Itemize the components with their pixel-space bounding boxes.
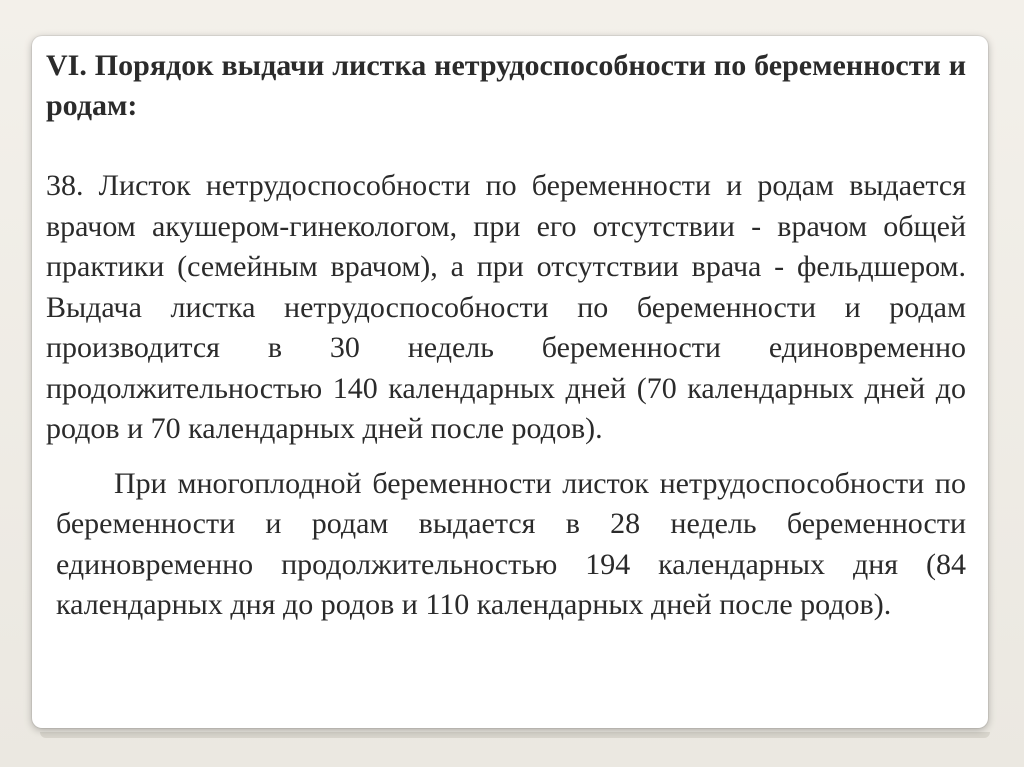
slide-shadow-strip <box>40 732 990 738</box>
slide-content <box>46 46 966 626</box>
section-heading: VI. Порядок выдачи листка нетрудоспособности по беременности и родам: <box>46 49 966 122</box>
paragraph-multiple-pregnancy: При многоплодной беременности листок нетрудоспособности по беременности и родам выдается в 28 недель беременности единовременно продолжительностью 194 календарных дня (84 календарных дня до родов и 110 календарных дней после родов). <box>56 466 966 621</box>
paragraph-38: 38. Листок нетрудоспособности по беременности и родам выдается врачом акушером-гинекологом, при его отсутствии - врачом общей практики (семейным врачом), а при отсутствии врача - фельдшером. Выдача листка нетрудоспособности по беременности и родам производится в 30 недель беременности единовременно продолжительностью 140 календарных дней (70 календарных дней до родов и 70 календарных дней после родов). <box>46 169 966 445</box>
